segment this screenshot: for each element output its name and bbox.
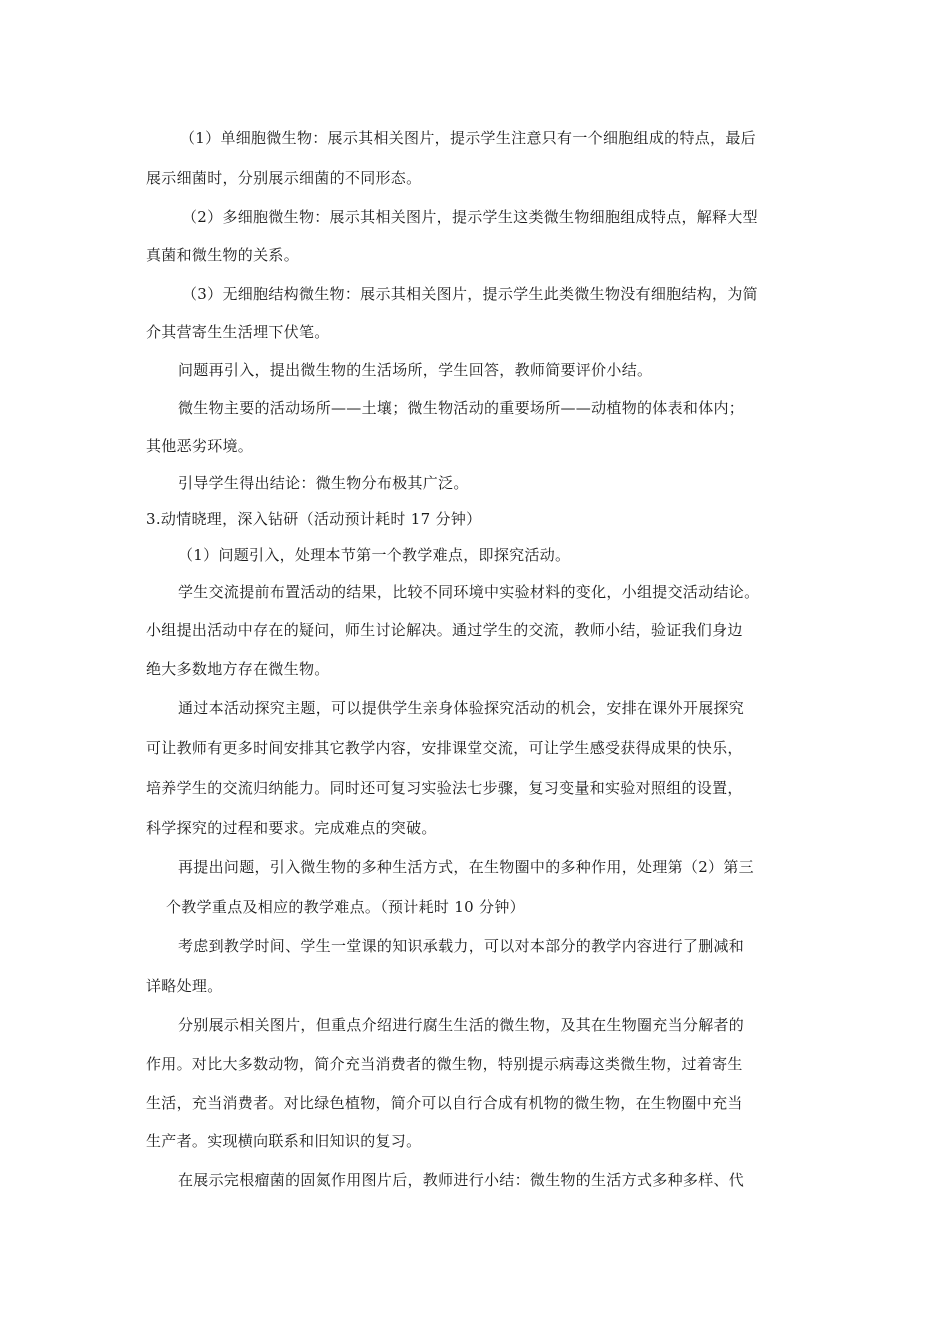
paragraph-line: 考虑到教学时间、学生一堂课的知识承载力，可以对本部分的教学内容进行了删减和 — [178, 937, 745, 955]
paragraph-line: 科学探究的过程和要求。完成难点的突破。 — [146, 819, 437, 837]
paragraph-line: 作用。对比大多数动物，简介充当消费者的微生物，特别提示病毒这类微生物，过着寄生 — [146, 1055, 743, 1073]
paragraph-line: 个教学重点及相应的教学难点。（预计耗时 10 分钟） — [166, 898, 525, 916]
paragraph-line: 绝大多数地方存在微生物。 — [146, 660, 330, 678]
paragraph-line: 详略处理。 — [146, 977, 223, 995]
section-heading: 3.动情晓理，深入钻研（活动预计耗时 17 分钟） — [146, 510, 482, 528]
paragraph-line: 生活，充当消费者。对比绿色植物，简介可以自行合成有机物的微生物，在生物圈中充当 — [146, 1094, 743, 1112]
paragraph-line: 分别展示相关图片，但重点介绍进行腐生生活的微生物，及其在生物圈充当分解者的 — [178, 1016, 745, 1034]
paragraph-line: 展示细菌时，分别展示细菌的不同形态。 — [146, 169, 422, 187]
paragraph-line: 生产者。实现横向联系和旧知识的复习。 — [146, 1132, 422, 1150]
paragraph-line: （3）无细胞结构微生物：展示其相关图片，提示学生此类微生物没有细胞结构，为简 — [182, 285, 758, 303]
paragraph-line: 在展示完根瘤菌的固氮作用图片后，教师进行小结：微生物的生活方式多种多样、代 — [178, 1171, 745, 1189]
paragraph-line: （2）多细胞微生物：展示其相关图片，提示学生这类微生物细胞组成特点，解释大型 — [182, 208, 758, 226]
paragraph-line: 通过本活动探究主题，可以提供学生亲身体验探究活动的机会，安排在课外开展探究 — [178, 699, 745, 717]
paragraph-line: 问题再引入，提出微生物的生活场所，学生回答，教师简要评价小结。 — [178, 361, 653, 379]
paragraph-line: 小组提出活动中存在的疑问，师生讨论解决。通过学生的交流，教师小结，验证我们身边 — [146, 621, 743, 639]
paragraph-line: 微生物主要的活动场所——土壤；微生物活动的重要场所——动植物的体表和体内； — [178, 399, 745, 417]
paragraph-line: 可让教师有更多时间安排其它教学内容，安排课堂交流，可让学生感受获得成果的快乐， — [146, 739, 743, 757]
paragraph-line: 再提出问题，引入微生物的多种生活方式，在生物圈中的多种作用，处理第（2）第三 — [178, 858, 754, 876]
paragraph-line: 学生交流提前布置活动的结果，比较不同环境中实验材料的变化，小组提交活动结论。 — [178, 583, 760, 601]
paragraph-line: 真菌和微生物的关系。 — [146, 246, 300, 264]
paragraph-line: 介其营寄生生活埋下伏笔。 — [146, 323, 330, 341]
paragraph-line: 培养学生的交流归纳能力。同时还可复习实验法七步骤，复习变量和实验对照组的设置， — [146, 779, 743, 797]
paragraph-line: （1）问题引入，处理本节第一个教学难点，即探究活动。 — [178, 546, 571, 564]
paragraph-line: 引导学生得出结论：微生物分布极其广泛。 — [178, 474, 469, 492]
paragraph-line: （1）单细胞微生物：展示其相关图片，提示学生注意只有一个细胞组成的特点，最后 — [180, 129, 756, 147]
paragraph-line: 其他恶劣环境。 — [146, 437, 254, 455]
